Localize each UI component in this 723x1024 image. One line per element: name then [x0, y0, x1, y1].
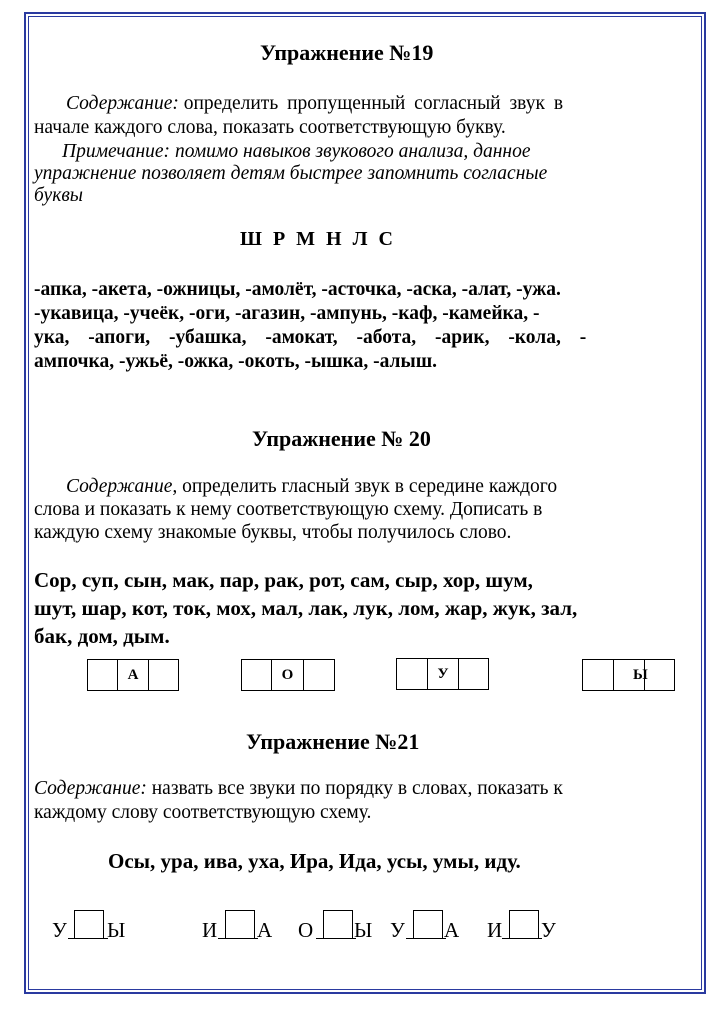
ex19-note-line2: упражнение позволяет детям быстрее запомнить согласные — [34, 163, 548, 184]
ex19-words-line4: ампочка, -ужьё, -ожка, -окоть, -ышка, -алыш. — [34, 351, 438, 372]
ex19-note-text1: помимо навыков звукового анализа, данное — [174, 141, 531, 162]
ex21-scheme4-letter2: А — [444, 918, 460, 942]
ex21-scheme1-letter1: У — [52, 918, 67, 942]
ex19-note-line1 — [62, 140, 530, 164]
ex21-scheme5-box — [509, 910, 539, 939]
ex19-content-label: Содержание: — [66, 93, 179, 114]
ex20-scheme1-cell-right — [148, 659, 179, 691]
ex21-scheme3-box — [323, 910, 353, 939]
ex21-scheme2-box — [225, 910, 255, 939]
ex19-title: Упражнение №19 — [260, 40, 434, 65]
ex19-note-label: Примечание: — [62, 141, 171, 162]
ex20-scheme3-cell-right — [458, 658, 489, 690]
ex20-title: Упражнение № 20 — [252, 426, 431, 451]
ex20-words-line3: бак, дом, дым. — [34, 624, 170, 648]
ex21-content-line1 — [34, 777, 563, 801]
ex21-scheme1-baseline — [68, 938, 108, 939]
ex20-scheme4-cell-left — [582, 659, 614, 691]
ex20-content-label: Содержание, — [66, 476, 178, 497]
ex19-note-line3: буквы — [34, 185, 83, 206]
ex20-scheme4-cell-vowel — [633, 659, 675, 691]
ex21-scheme1-letter2: Ы — [107, 918, 126, 942]
ex19-words-line1: -апка, -акета, -ожницы, -амолёт, -асточка, -аска, -алат, -ужа. — [34, 279, 561, 300]
ex21-scheme2-letter1: И — [202, 918, 218, 942]
ex21-title: Упражнение №21 — [246, 729, 420, 754]
ex20-words-line2: шут, шар, кот, ток, мох, мал, лак, лук, лом, жар, жук, зал, — [34, 596, 578, 620]
ex21-scheme4-box — [413, 910, 443, 939]
ex20-scheme1-cell-vowel: А — [117, 659, 149, 691]
ex21-scheme5-letter1: И — [487, 918, 503, 942]
ex20-words-line1: Сор, суп, сын, мак, пар, рак, рот, сам, сыр, хор, шум, — [34, 568, 533, 592]
ex19-letters: Ш Р М Н Л С — [240, 228, 393, 250]
ex20-content-line1 — [66, 475, 557, 499]
ex20-scheme3-cell-vowel: У — [427, 658, 459, 690]
ex20-content-text1: определить гласный звук в середине каждого — [182, 476, 558, 497]
ex21-scheme3-baseline — [316, 938, 356, 939]
ex21-scheme3-letter1: О — [298, 918, 314, 942]
ex19-words-line2: -укавица, -учеёк, -оги, -агазин, -ампунь, -каф, -камейка, - — [34, 303, 540, 324]
ex20-scheme2-cell-vowel: О — [271, 659, 304, 691]
ex20-content-line2: слова и показать к нему соответствующую схему. Дописать в — [34, 499, 543, 520]
ex20-scheme1-cell-left — [87, 659, 118, 691]
ex21-content-text1: назвать все звуки по порядку в словах, показать к — [151, 778, 563, 799]
ex21-scheme2-letter2: А — [257, 918, 273, 942]
ex19-content-line1 — [66, 92, 563, 116]
ex19-words-line3: ука, -апоги, -убашка, -амокат, -абота, -арик, -кола, - — [34, 327, 587, 348]
ex21-content-line2: каждому слову соответствующую схему. — [34, 802, 372, 823]
ex21-content-label: Содержание: — [34, 778, 147, 799]
ex20-scheme3-cell-left — [396, 658, 428, 690]
ex21-scheme3-letter2: Ы — [354, 918, 373, 942]
ex20-content-line3: каждую схему знакомые буквы, чтобы получилось слово. — [34, 522, 512, 543]
ex21-scheme1-box — [74, 910, 104, 939]
ex20-scheme4-vowel: Ы — [633, 667, 648, 683]
ex20-scheme2-cell-left — [241, 659, 272, 691]
ex19-content-line2: начале каждого слова, показать соответствующую букву. — [34, 117, 506, 138]
ex19-content-text1: определить пропущенный согласный звук в — [183, 93, 564, 114]
ex21-scheme4-baseline — [406, 938, 446, 939]
ex21-scheme4-letter1: У — [390, 918, 405, 942]
ex21-scheme5-letter2: У — [541, 918, 556, 942]
ex20-scheme2-cell-right — [303, 659, 335, 691]
ex21-scheme2-baseline — [218, 938, 258, 939]
ex21-scheme5-baseline — [502, 938, 542, 939]
ex21-words: Осы, ура, ива, уха, Ира, Ида, усы, умы, иду. — [108, 849, 521, 873]
